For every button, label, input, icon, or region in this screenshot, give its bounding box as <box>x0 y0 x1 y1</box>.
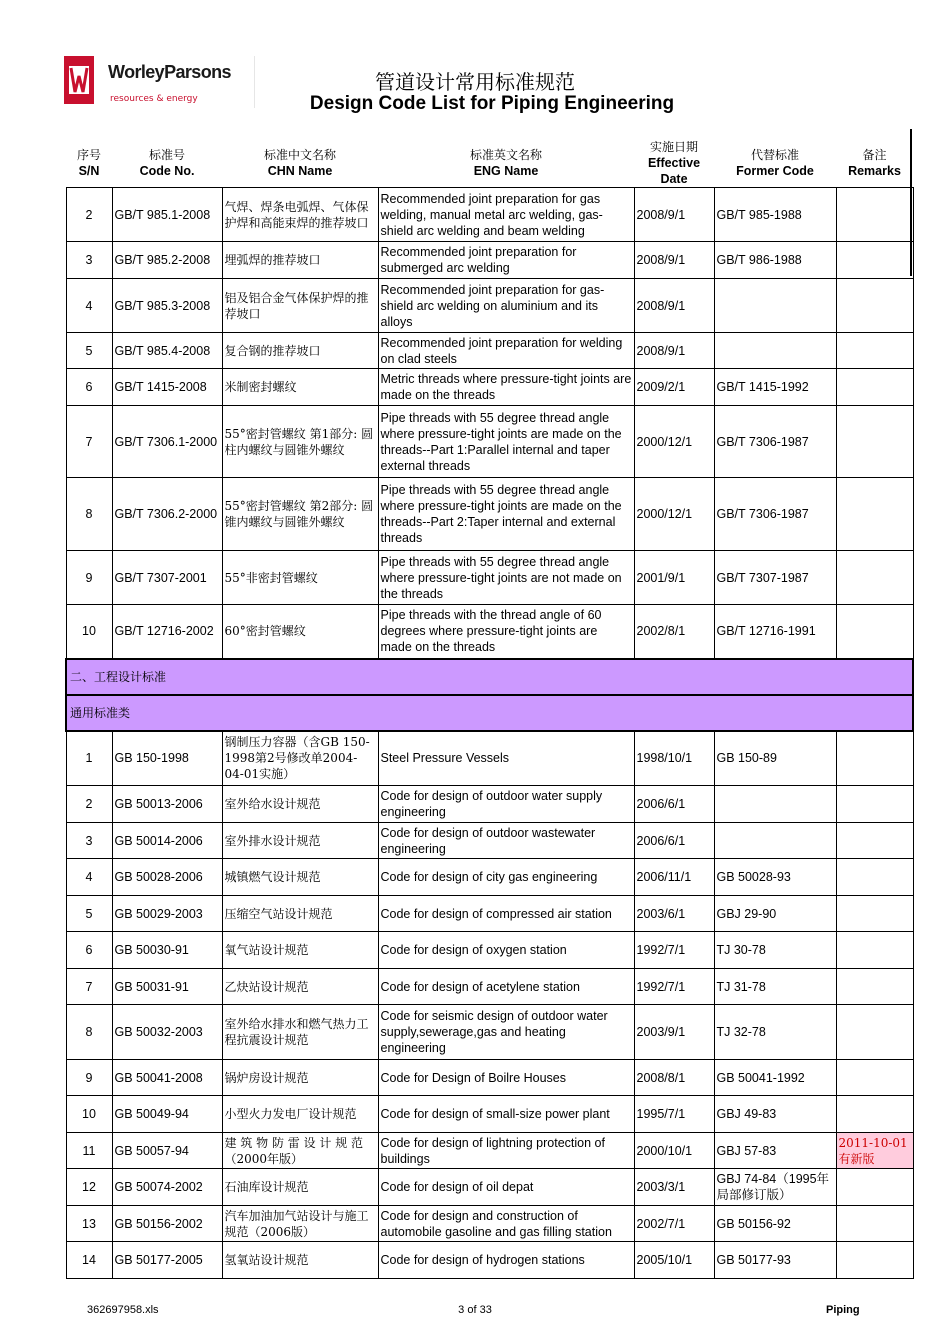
section-title: 二、工程设计标准 <box>66 659 913 695</box>
cell-chn-name: 氧气站设计规范 <box>222 932 378 969</box>
table-row <box>66 406 913 478</box>
cell-chn-name: 复合钢的推荐坡口 <box>222 333 378 369</box>
cell-eng-name: Code for Design of Boilre Houses <box>378 1060 634 1096</box>
cell-remarks <box>836 859 913 896</box>
cell-code: GB 50014-2006 <box>112 823 222 859</box>
cell-eng-name: Code for design of acetylene station <box>378 969 634 1005</box>
cell-code: GB 150-1998 <box>112 731 222 786</box>
table-row <box>66 786 913 823</box>
cell-former-code: GBJ 74-84（1995年局部修订版） <box>714 1169 836 1206</box>
cell-sn: 8 <box>66 1005 112 1060</box>
cell-code: GB/T 7306.2-2000 <box>112 478 222 551</box>
cell-code: GB 50049-94 <box>112 1096 222 1133</box>
table-row <box>66 279 913 333</box>
cell-remarks <box>836 478 913 551</box>
cell-eng-name: Code for design of oil depat <box>378 1169 634 1206</box>
cell-former-code: GB/T 986-1988 <box>714 242 836 279</box>
cell-remarks <box>836 731 913 786</box>
cell-sn: 1 <box>66 731 112 786</box>
cell-effective-date: 2001/9/1 <box>634 551 714 605</box>
cell-eng-name: Code for design of city gas engineering <box>378 859 634 896</box>
cell-sn: 11 <box>66 1133 112 1169</box>
cell-chn-name: 55°非密封管螺纹 <box>222 551 378 605</box>
cell-former-code: GB 50028-93 <box>714 859 836 896</box>
cell-effective-date: 2006/6/1 <box>634 823 714 859</box>
cell-sn: 6 <box>66 932 112 969</box>
cell-eng-name: Recommended joint preparation for gas welding, manual metal arc welding, gas-shield arc welding and beam welding <box>378 188 634 242</box>
table-row <box>66 896 913 932</box>
cell-former-code: GB 50177-93 <box>714 1242 836 1279</box>
cell-code: GB 50156-2002 <box>112 1206 222 1242</box>
cell-effective-date: 1992/7/1 <box>634 932 714 969</box>
page-title-chinese: 管道设计常用标准规范 <box>375 70 575 94</box>
cell-remarks <box>836 823 913 859</box>
cell-code: GB/T 7306.1-2000 <box>112 406 222 478</box>
header-remarks: 备注 Remarks <box>848 148 901 178</box>
cell-remarks <box>836 1060 913 1096</box>
cell-former-code: GB/T 1415-1992 <box>714 369 836 406</box>
cell-chn-name: 城镇燃气设计规范 <box>222 859 378 896</box>
cell-code: GB 50074-2002 <box>112 1169 222 1206</box>
table-row <box>66 932 913 969</box>
cell-sn: 7 <box>66 406 112 478</box>
footer-sheet-name: Piping <box>826 1304 860 1316</box>
cell-former-code: GB/T 985-1988 <box>714 188 836 242</box>
cell-sn: 9 <box>66 1060 112 1096</box>
cell-effective-date: 2005/10/1 <box>634 1242 714 1279</box>
header-chn-name: 标准中文名称 CHN Name <box>263 148 336 178</box>
cell-sn: 3 <box>66 242 112 279</box>
cell-code: GB/T 12716-2002 <box>112 605 222 659</box>
cell-eng-name: Code for design of outdoor water supply engineering <box>378 786 634 823</box>
subsection-title-row <box>66 695 913 731</box>
header-sn: 序号 S/N <box>76 148 101 178</box>
footer-page-number: 3 of 33 <box>458 1304 492 1316</box>
cell-remarks <box>836 786 913 823</box>
table-row <box>66 333 913 369</box>
cell-eng-name: Recommended joint preparation for welding on clad steels <box>378 333 634 369</box>
cell-effective-date: 1998/10/1 <box>634 731 714 786</box>
cell-effective-date: 1992/7/1 <box>634 969 714 1005</box>
table-row <box>66 478 913 551</box>
cell-former-code: TJ 31-78 <box>714 969 836 1005</box>
cell-eng-name: Pipe threads with 55 degree thread angle where pressure-tight joints are made on the threads--Part 1:Parallel internal and taper external threads <box>378 406 634 478</box>
cell-effective-date: 2003/9/1 <box>634 1005 714 1060</box>
cell-sn: 4 <box>66 279 112 333</box>
table-row <box>66 859 913 896</box>
cell-code: GB 50041-2008 <box>112 1060 222 1096</box>
cell-code: GB 50031-91 <box>112 969 222 1005</box>
cell-code: GB 50177-2005 <box>112 1242 222 1279</box>
cell-sn: 8 <box>66 478 112 551</box>
cell-effective-date: 2008/9/1 <box>634 333 714 369</box>
cell-code: GB/T 985.4-2008 <box>112 333 222 369</box>
cell-chn-name: 埋弧焊的推荐坡口 <box>222 242 378 279</box>
cell-eng-name: Code for design of compressed air station <box>378 896 634 932</box>
cell-eng-name: Code for design of lightning protection of buildings <box>378 1133 634 1169</box>
cell-remarks <box>836 279 913 333</box>
cell-former-code: GBJ 29-90 <box>714 896 836 932</box>
cell-code: GB 50032-2003 <box>112 1005 222 1060</box>
cell-former-code: TJ 30-78 <box>714 932 836 969</box>
cell-remarks <box>836 551 913 605</box>
table-row <box>66 1206 913 1242</box>
cell-remarks <box>836 1096 913 1133</box>
table-row <box>66 1242 913 1279</box>
header-eng-name: 标准英文名称 ENG Name <box>469 148 542 178</box>
cell-remarks <box>836 242 913 279</box>
cell-effective-date: 2000/10/1 <box>634 1133 714 1169</box>
table-row <box>66 969 913 1005</box>
cell-former-code <box>714 279 836 333</box>
cell-eng-name: Recommended joint preparation for gas-shield arc welding on aluminium and its alloys <box>378 279 634 333</box>
cell-effective-date: 2003/6/1 <box>634 896 714 932</box>
table-row <box>66 1060 913 1096</box>
cell-sn: 10 <box>66 1096 112 1133</box>
standards-table <box>65 139 914 1279</box>
cell-remarks <box>836 333 913 369</box>
section-title-row <box>66 659 913 695</box>
cell-remarks <box>836 188 913 242</box>
cell-former-code: GB/T 7307-1987 <box>714 551 836 605</box>
cell-remarks <box>836 406 913 478</box>
cell-eng-name: Metric threads where pressure-tight joints are made on the threads <box>378 369 634 406</box>
cell-former-code: TJ 32-78 <box>714 1005 836 1060</box>
cell-remarks <box>836 1169 913 1206</box>
cell-chn-name: 60°密封管螺纹 <box>222 605 378 659</box>
table-row <box>66 369 913 406</box>
cell-chn-name: 乙炔站设计规范 <box>222 969 378 1005</box>
cell-chn-name: 铝及铝合金气体保护焊的推荐坡口 <box>222 279 378 333</box>
footer-filename: 362697958.xls <box>87 1304 159 1316</box>
cell-eng-name: Code for design of hydrogen stations <box>378 1242 634 1279</box>
cell-former-code: GB 50156-92 <box>714 1206 836 1242</box>
cell-chn-name: 钢制压力容器（含GB 150-1998第2号修改单2004-04-01实施） <box>222 731 378 786</box>
cell-effective-date: 2008/9/1 <box>634 242 714 279</box>
cell-chn-name: 室外给水设计规范 <box>222 786 378 823</box>
cell-remarks <box>836 1206 913 1242</box>
cell-code: GB 50028-2006 <box>112 859 222 896</box>
cell-sn: 7 <box>66 969 112 1005</box>
cell-code: GB/T 985.2-2008 <box>112 242 222 279</box>
cell-remarks <box>836 1242 913 1279</box>
cell-sn: 12 <box>66 1169 112 1206</box>
cell-sn: 2 <box>66 188 112 242</box>
cell-former-code: GBJ 57-83 <box>714 1133 836 1169</box>
cell-sn: 10 <box>66 605 112 659</box>
cell-eng-name: Pipe threads with the thread angle of 60 degrees where pressure-tight joints are made on the threads <box>378 605 634 659</box>
table-header <box>66 139 913 188</box>
table-row <box>66 1005 913 1060</box>
header-code: 标准号 Code No. <box>139 148 195 178</box>
cell-former-code: GBJ 49-83 <box>714 1096 836 1133</box>
cell-eng-name: Code for design of small-size power plant <box>378 1096 634 1133</box>
cell-former-code: GB/T 12716-1991 <box>714 605 836 659</box>
cell-effective-date: 2008/9/1 <box>634 188 714 242</box>
cell-chn-name: 55°密封管螺纹 第2部分: 圆锥内螺纹与圆锥外螺纹 <box>222 478 378 551</box>
cell-code: GB 50057-94 <box>112 1133 222 1169</box>
table-row <box>66 242 913 279</box>
cell-eng-name: Pipe threads with 55 degree thread angle where pressure-tight joints are made on the threads--Part 2:Taper internal and external threads <box>378 478 634 551</box>
cell-effective-date: 2006/11/1 <box>634 859 714 896</box>
header-effective-date: 实施日期 Effective Date <box>647 140 701 186</box>
cell-code: GB/T 1415-2008 <box>112 369 222 406</box>
cell-sn: 5 <box>66 896 112 932</box>
cell-chn-name: 汽车加油加气站设计与施工规范（2006版） <box>222 1206 378 1242</box>
cell-eng-name: Pipe threads with 55 degree thread angle where pressure-tight joints are not made on the threads <box>378 551 634 605</box>
cell-code: GB 50029-2003 <box>112 896 222 932</box>
cell-eng-name: Code for seismic design of outdoor water supply,sewerage,gas and heating engineering <box>378 1005 634 1060</box>
cell-remarks <box>836 896 913 932</box>
cell-sn: 9 <box>66 551 112 605</box>
cell-sn: 4 <box>66 859 112 896</box>
table-row <box>66 1096 913 1133</box>
cell-former-code: GB 50041-1992 <box>714 1060 836 1096</box>
cell-remarks <box>836 369 913 406</box>
cell-chn-name: 55°密封管螺纹 第1部分: 圆柱内螺纹与圆锥外螺纹 <box>222 406 378 478</box>
cell-chn-name: 石油库设计规范 <box>222 1169 378 1206</box>
cell-code: GB/T 985.1-2008 <box>112 188 222 242</box>
cell-effective-date: 2006/6/1 <box>634 786 714 823</box>
cell-former-code <box>714 823 836 859</box>
cell-remarks <box>836 605 913 659</box>
cell-sn: 13 <box>66 1206 112 1242</box>
table-row <box>66 188 913 242</box>
logo-name: WorleyParsons <box>108 62 231 82</box>
subsection-title: 通用标准类 <box>66 695 913 731</box>
cell-effective-date: 2000/12/1 <box>634 406 714 478</box>
table-row <box>66 1169 913 1206</box>
cell-sn: 3 <box>66 823 112 859</box>
cell-code: GB 50013-2006 <box>112 786 222 823</box>
cell-former-code <box>714 786 836 823</box>
table-row <box>66 605 913 659</box>
cell-chn-name: 建 筑 物 防 雷 设 计 规 范（2000年版） <box>222 1133 378 1169</box>
cell-sn: 5 <box>66 333 112 369</box>
table-row <box>66 823 913 859</box>
cell-code: GB/T 985.3-2008 <box>112 279 222 333</box>
cell-eng-name: Recommended joint preparation for submerged arc welding <box>378 242 634 279</box>
cell-effective-date: 2002/8/1 <box>634 605 714 659</box>
cell-effective-date: 2008/9/1 <box>634 279 714 333</box>
cell-effective-date: 2003/3/1 <box>634 1169 714 1206</box>
cell-chn-name: 小型火力发电厂设计规范 <box>222 1096 378 1133</box>
cell-sn: 6 <box>66 369 112 406</box>
cell-chn-name: 锅炉房设计规范 <box>222 1060 378 1096</box>
header-former-code: 代替标准 Former Code <box>736 148 814 178</box>
cell-sn: 14 <box>66 1242 112 1279</box>
cell-former-code <box>714 333 836 369</box>
cell-chn-name: 室外给水排水和燃气热力工程抗震设计规范 <box>222 1005 378 1060</box>
cell-remarks <box>836 932 913 969</box>
cell-chn-name: 气焊、焊条电弧焊、气体保护焊和高能束焊的推荐坡口 <box>222 188 378 242</box>
cell-effective-date: 2002/7/1 <box>634 1206 714 1242</box>
table-row <box>66 731 913 786</box>
cell-chn-name: 米制密封螺纹 <box>222 369 378 406</box>
cell-chn-name: 压缩空气站设计规范 <box>222 896 378 932</box>
cell-effective-date: 2009/2/1 <box>634 369 714 406</box>
cell-remarks <box>836 1005 913 1060</box>
cell-former-code: GB/T 7306-1987 <box>714 478 836 551</box>
cell-sn: 2 <box>66 786 112 823</box>
cell-effective-date: 1995/7/1 <box>634 1096 714 1133</box>
cell-eng-name: Steel Pressure Vessels <box>378 731 634 786</box>
cell-remarks <box>836 969 913 1005</box>
cell-former-code: GB 150-89 <box>714 731 836 786</box>
table-row <box>66 1133 913 1169</box>
cell-code: GB/T 7307-2001 <box>112 551 222 605</box>
cell-effective-date: 2008/8/1 <box>634 1060 714 1096</box>
cell-chn-name: 室外排水设计规范 <box>222 823 378 859</box>
cell-eng-name: Code for design and construction of automobile gasoline and gas filling station <box>378 1206 634 1242</box>
cell-chn-name: 氢氧站设计规范 <box>222 1242 378 1279</box>
cell-former-code: GB/T 7306-1987 <box>714 406 836 478</box>
cell-eng-name: Code for design of outdoor wastewater engineering <box>378 823 634 859</box>
page-title-english: Design Code List for Piping Engineering <box>309 93 675 114</box>
table-row <box>66 551 913 605</box>
cell-code: GB 50030-91 <box>112 932 222 969</box>
cell-effective-date: 2000/12/1 <box>634 478 714 551</box>
cell-eng-name: Code for design of oxygen station <box>378 932 634 969</box>
cell-remarks: 2011-10-01有新版 <box>836 1133 913 1169</box>
logo-tagline: resources & energy <box>110 94 198 104</box>
